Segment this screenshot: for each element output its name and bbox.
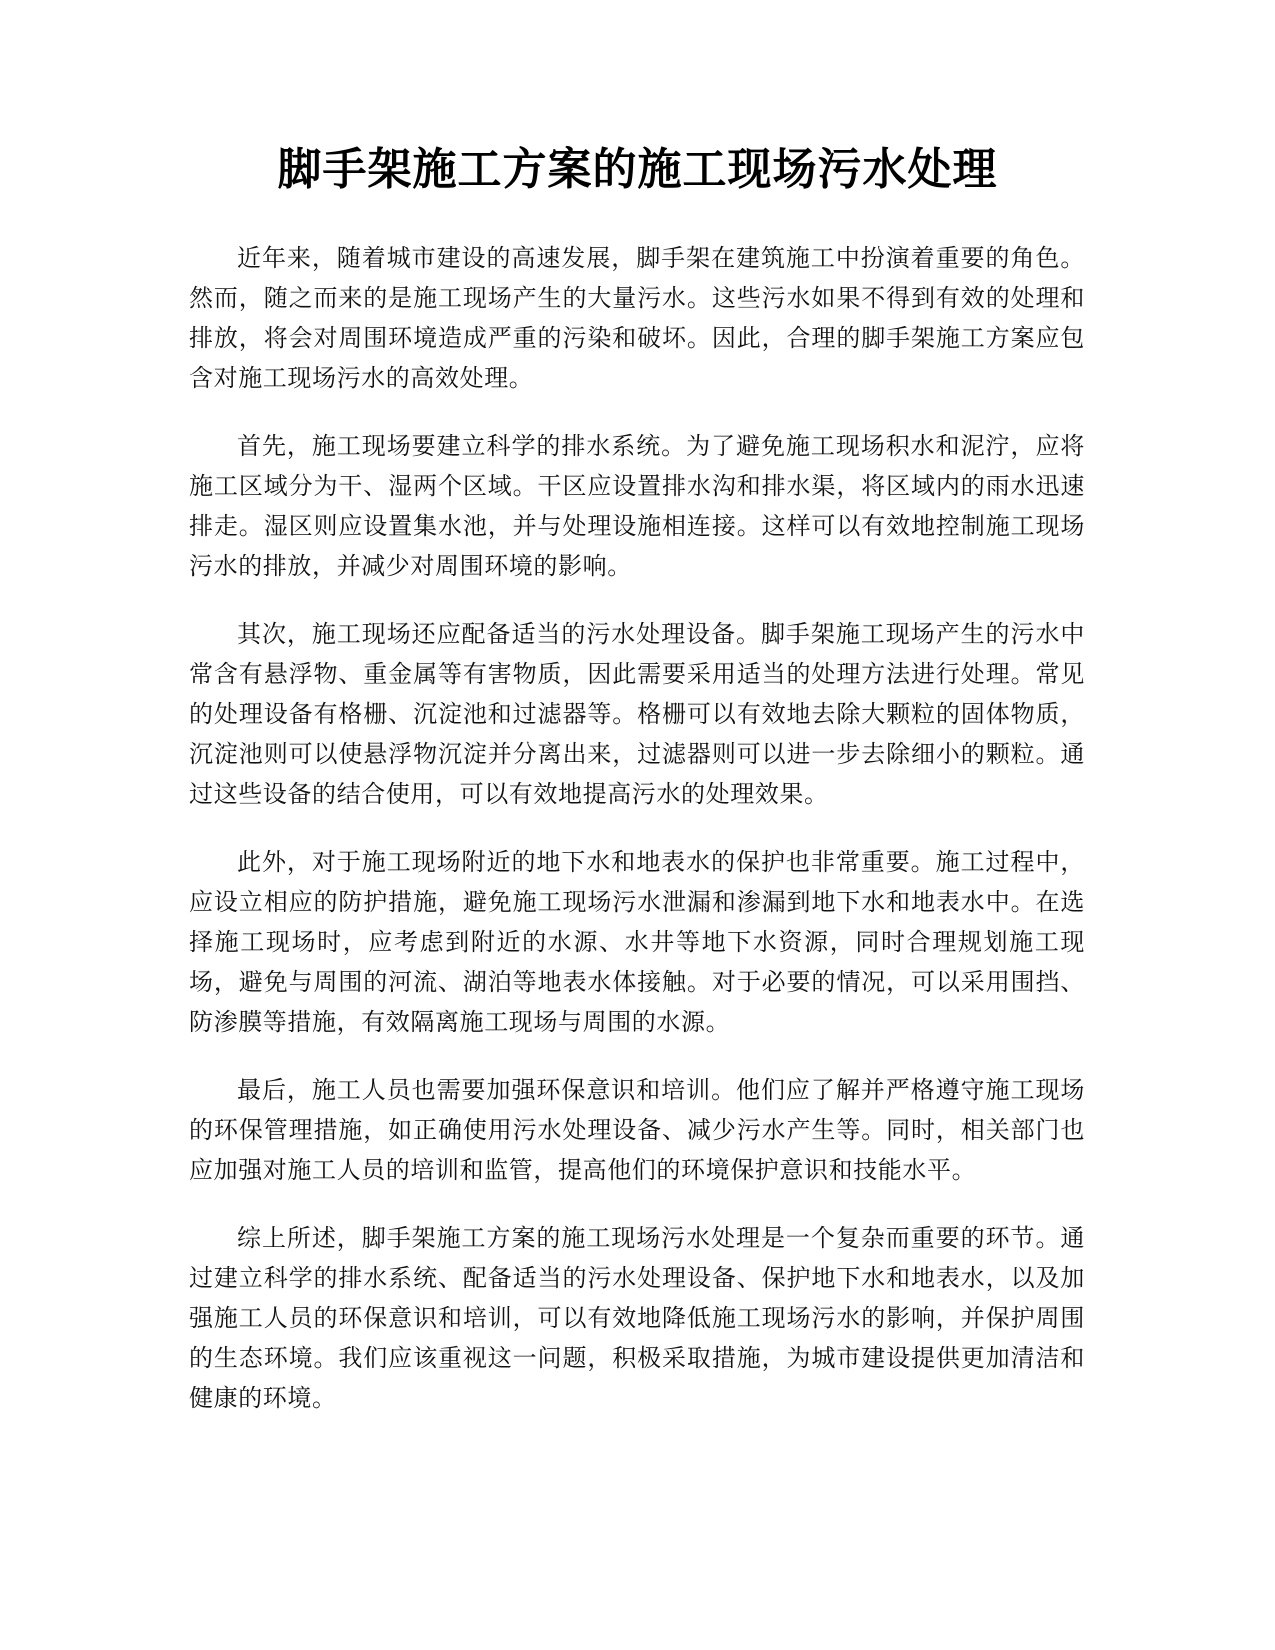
paragraph-conclusion: 综上所述，脚手架施工方案的施工现场污水处理是一个复杂而重要的环节。通过建立科学的排水系统、配备适当的污水处理设备、保护地下水和地表水，以及加强施工人员的环保意识和培训，可以有效地降低施工现场污水的影响，并保护周围的生态环境。我们应该重视这一问题，积极采取措施，为城市建设提供更加清洁和健康的环境。: [189, 1224, 1085, 1412]
paragraph-treatment-equipment: 其次，施工现场还应配备适当的污水处理设备。脚手架施工现场产生的污水中常含有悬浮物、重金属等有害物质，因此需要采用适当的处理方法进行处理。常见的处理设备有格栅、沉淀池和过滤器等。格栅可以有效地去除大颗粒的固体物质，沉淀池则可以使悬浮物沉淀并分离出来，过滤器则可以进一步去除细小的颗粒。通过这些设备的结合使用，可以有效地提高污水的处理效果。: [189, 620, 1085, 808]
paragraph-water-protection: 此外，对于施工现场附近的地下水和地表水的保护也非常重要。施工过程中，应设立相应的防护措施，避免施工现场污水泄漏和渗漏到地下水和地表水中。在选择施工现场时，应考虑到附近的水源、水井等地下水资源，同时合理规划施工现场，避免与周围的河流、湖泊等地表水体接触。对于必要的情况，可以采用围挡、防渗膜等措施，有效隔离施工现场与周围的水源。: [189, 848, 1085, 1036]
document-body: [189, 238, 1085, 1446]
paragraph-intro: 近年来，随着城市建设的高速发展，脚手架在建筑施工中扮演着重要的角色。然而，随之而来的是施工现场产生的大量污水。这些污水如果不得到有效的处理和排放，将会对周围环境造成严重的污染和破坏。因此，合理的脚手架施工方案应包含对施工现场污水的高效处理。: [189, 244, 1085, 392]
paragraph-drainage-system: 首先，施工现场要建立科学的排水系统。为了避免施工现场积水和泥泞，应将施工区域分为干、湿两个区域。干区应设置排水沟和排水渠，将区域内的雨水迅速排走。湿区则应设置集水池，并与处理设施相连接。这样可以有效地控制施工现场污水的排放，并减少对周围环境的影响。: [189, 432, 1085, 580]
paragraph-staff-training: 最后，施工人员也需要加强环保意识和培训。他们应了解并严格遵守施工现场的环保管理措施，如正确使用污水处理设备、减少污水产生等。同时，相关部门也应加强对施工人员的培训和监管，提高他们的环境保护意识和技能水平。: [189, 1076, 1085, 1184]
page-title: 脚手架施工方案的施工现场污水处理: [277, 144, 998, 195]
